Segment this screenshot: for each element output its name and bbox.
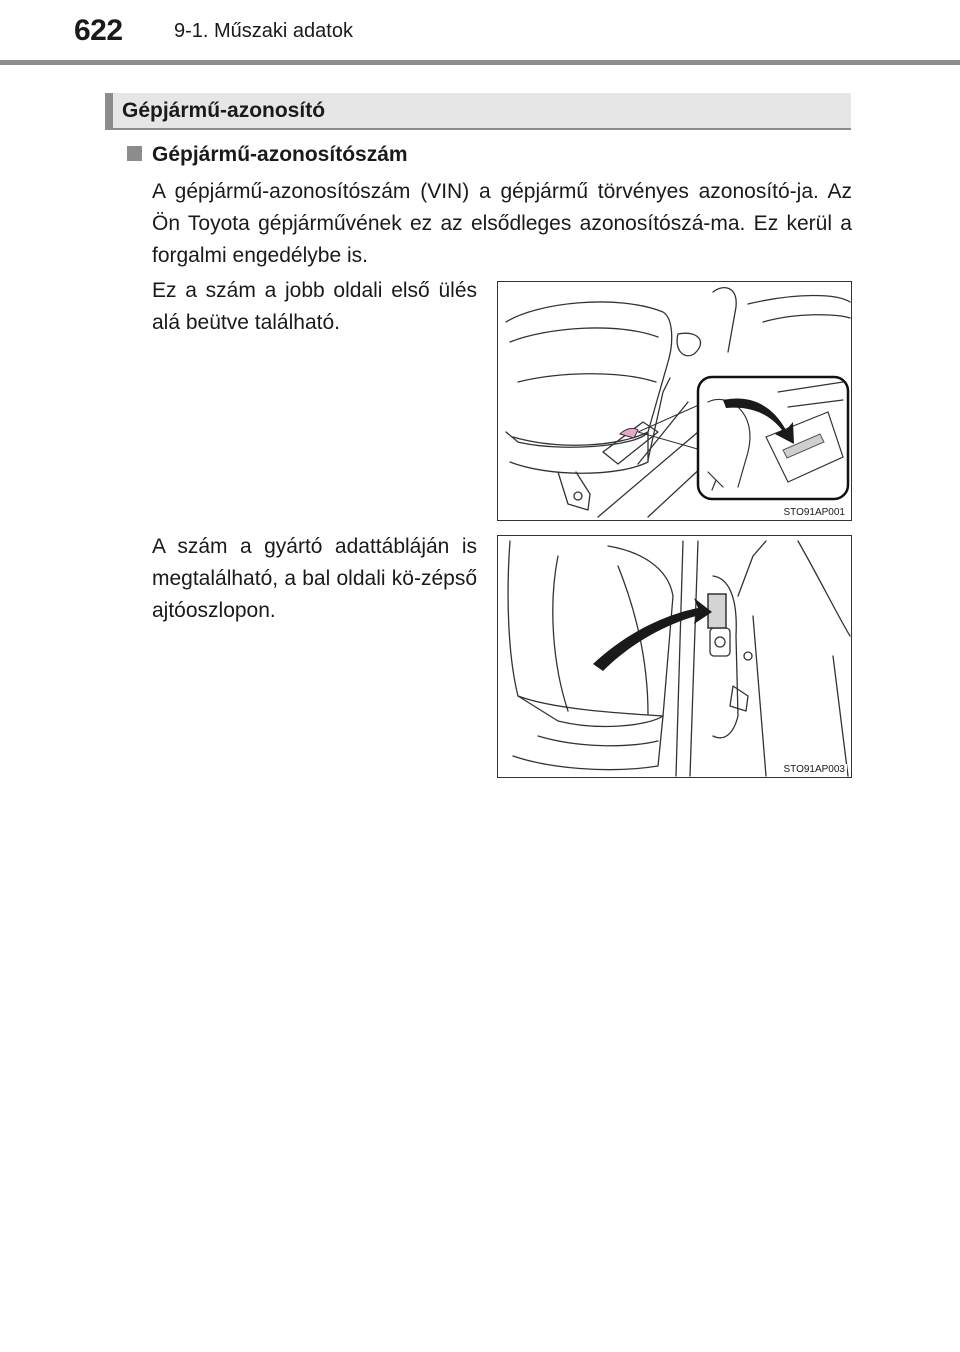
subsection-title: Gépjármű-azonosítószám xyxy=(152,143,408,166)
magnified-inset xyxy=(698,377,848,499)
subsection-heading xyxy=(127,143,408,167)
seat-location-paragraph: Ez a szám a jobb oldali első ülés alá beütve található. xyxy=(152,279,477,334)
seat-vin-figure xyxy=(497,281,852,521)
header-rule xyxy=(0,60,960,65)
square-bullet-icon xyxy=(127,146,142,161)
pillar-location-paragraph: A szám a gyártó adattábláján is megtalálható, a bal oldali kö-zépső ajtóoszlopon. xyxy=(152,535,477,622)
door-pillar-illustration xyxy=(498,536,852,778)
chapter-title: 9-1. Műszaki adatok xyxy=(174,20,353,42)
figure-code: STO91AP001 xyxy=(783,507,845,518)
section-bar-accent xyxy=(105,93,113,128)
figure-code: STO91AP003 xyxy=(783,764,845,775)
page-number: 622 xyxy=(74,14,123,47)
seat-floor-illustration xyxy=(498,282,852,521)
section-title: Gépjármű-azonosító xyxy=(122,99,326,122)
pillar-label-figure xyxy=(497,535,852,778)
intro-paragraph: A gépjármű-azonosítószám (VIN) a gépjármű törvényes azonosító-ja. Az Ön Toyota gépjárművének ez az elsődleges azonosítószá-ma. Ez kerül a forgalmi engedélybe is. xyxy=(152,180,852,267)
section-bar xyxy=(105,93,851,130)
